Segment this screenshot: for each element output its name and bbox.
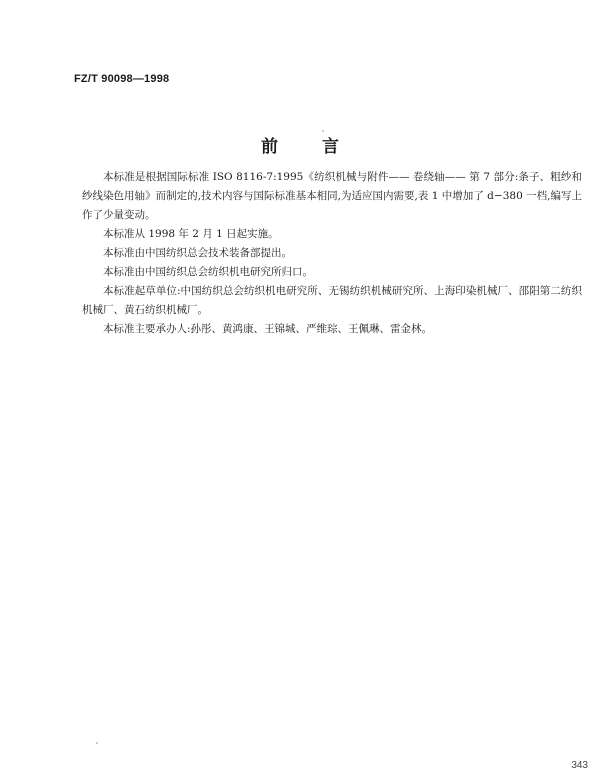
page-number: 343 bbox=[571, 760, 588, 771]
paragraph-effective-date: 本标准从 1998 年 2 月 1 日起实施。 bbox=[103, 228, 279, 240]
paragraph-drafters: 本标准主要承办人:孙彤、黄鸿康、王锦城、严维琮、王佩琳、雷金林。 bbox=[103, 323, 433, 335]
scan-speck bbox=[322, 130, 324, 132]
scan-speck bbox=[96, 742, 98, 744]
paragraph-proposed-by: 本标准由中国纺织总会技术装备部提出。 bbox=[103, 247, 292, 259]
paragraph-managed-by: 本标准由中国纺织总会纺织机电研究所归口。 bbox=[103, 266, 313, 278]
standard-code: FZ/T 90098—1998 bbox=[74, 73, 170, 85]
paragraph-drafting-units: 本标准起草单位:中国纺织总会纺织机电研究所、无锡纺织机械研究所、上海印染机械厂、邵阳第二纺织机械厂、黄石纺织机械厂。 bbox=[82, 285, 582, 316]
paragraph-scope: 本标准是根据国际标准 ISO 8116-7:1995《纺织机械与附件—— 卷绕轴—— 第 7 部分:条子、粗纱和纱线染色用轴》而制定的,技术内容与国际标准基本相同,为适应国内需要,表 1 中增加了 d−380 一档,编写上作了少量变动。 bbox=[82, 171, 582, 221]
page-title: 前言 bbox=[261, 137, 383, 157]
foreword-body bbox=[82, 168, 582, 339]
